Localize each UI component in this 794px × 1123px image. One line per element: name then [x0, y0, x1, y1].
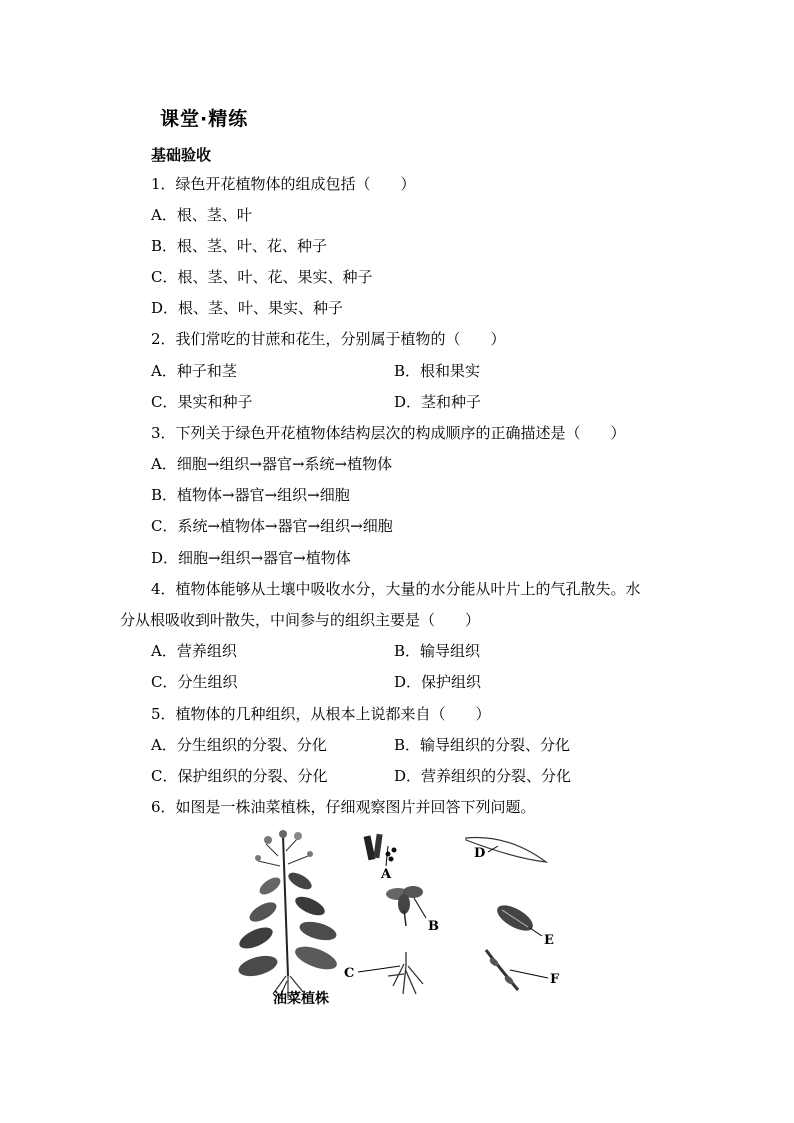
q5-option-d: D．营养组织的分裂、分化 — [394, 767, 572, 785]
label-e: E — [544, 933, 554, 948]
section-heading: 基础验收 — [151, 146, 212, 164]
q6-stem: 6．如图是一株油菜植株，仔细观察图片并回答下列问题。 — [151, 798, 536, 816]
q3-option-a: A．细胞→组织→器官→系统→植物体 — [151, 455, 393, 473]
q5-option-c: C．保护组织的分裂、分化 — [151, 767, 328, 785]
q2-option-a: A．种子和茎 — [151, 362, 237, 380]
q1-option-b: B．根、茎、叶、花、种子 — [151, 237, 328, 255]
q5-option-a: A．分生组织的分裂、分化 — [151, 736, 327, 754]
q5-option-b: B．输导组织的分裂、分化 — [394, 736, 571, 754]
q4-option-c: C．分生组织 — [151, 673, 238, 691]
q3-option-d: D．细胞→组织→器官→植物体 — [151, 549, 351, 567]
label-a: A — [381, 867, 392, 882]
q3-stem: 3．下列关于绿色开花植物体结构层次的构成顺序的正确描述是（ ） — [151, 424, 626, 442]
label-b: B — [428, 919, 439, 934]
label-d: D — [474, 846, 486, 861]
q2-option-b: B．根和果实 — [394, 362, 481, 380]
whole-plant-illustration — [236, 830, 339, 1001]
label-f: F — [550, 972, 560, 987]
part-d-leaf-illustration — [466, 838, 546, 863]
q5-stem: 5．植物体的几种组织，从根本上说都来自（ ） — [151, 705, 491, 723]
part-e-leaf-illustration — [493, 900, 554, 948]
q2-stem: 2．我们常吃的甘蔗和花生，分别属于植物的（ ） — [151, 330, 506, 348]
q4-option-d: D．保护组织 — [394, 673, 482, 691]
q2-option-c: C．果实和种子 — [151, 393, 253, 411]
rapeseed-plant-figure — [228, 826, 568, 1010]
q4-option-b: B．输导组织 — [394, 642, 481, 660]
page-title: 课堂·精练 — [160, 108, 249, 130]
figure-caption: 油菜植株 — [273, 991, 329, 1007]
part-f-stem-illustration — [486, 950, 560, 990]
part-c-root-illustration — [344, 952, 423, 994]
part-a-pod-illustration — [364, 834, 397, 882]
q3-option-b: B．植物体→器官→组织→细胞 — [151, 486, 350, 504]
q1-option-a: A．根、茎、叶 — [151, 206, 252, 224]
label-c: C — [344, 966, 355, 981]
part-b-flower-illustration — [386, 886, 439, 934]
q1-stem: 1．绿色开花植物体的组成包括（ ） — [151, 175, 416, 193]
q1-option-d: D．根、茎、叶、果实、种子 — [151, 299, 344, 317]
q4-stem-line1: 4．植物体能够从土壤中吸收水分，大量的水分能从叶片上的气孔散失。水 — [151, 580, 641, 598]
q1-option-c: C．根、茎、叶、花、果实、种子 — [151, 268, 373, 286]
q3-option-c: C．系统→植物体→器官→组织→细胞 — [151, 517, 393, 535]
q2-option-d: D．茎和种子 — [394, 393, 482, 411]
q4-stem-line2: 分从根吸收到叶散失，中间参与的组织主要是（ ） — [120, 611, 481, 629]
q4-option-a: A．营养组织 — [151, 642, 237, 660]
